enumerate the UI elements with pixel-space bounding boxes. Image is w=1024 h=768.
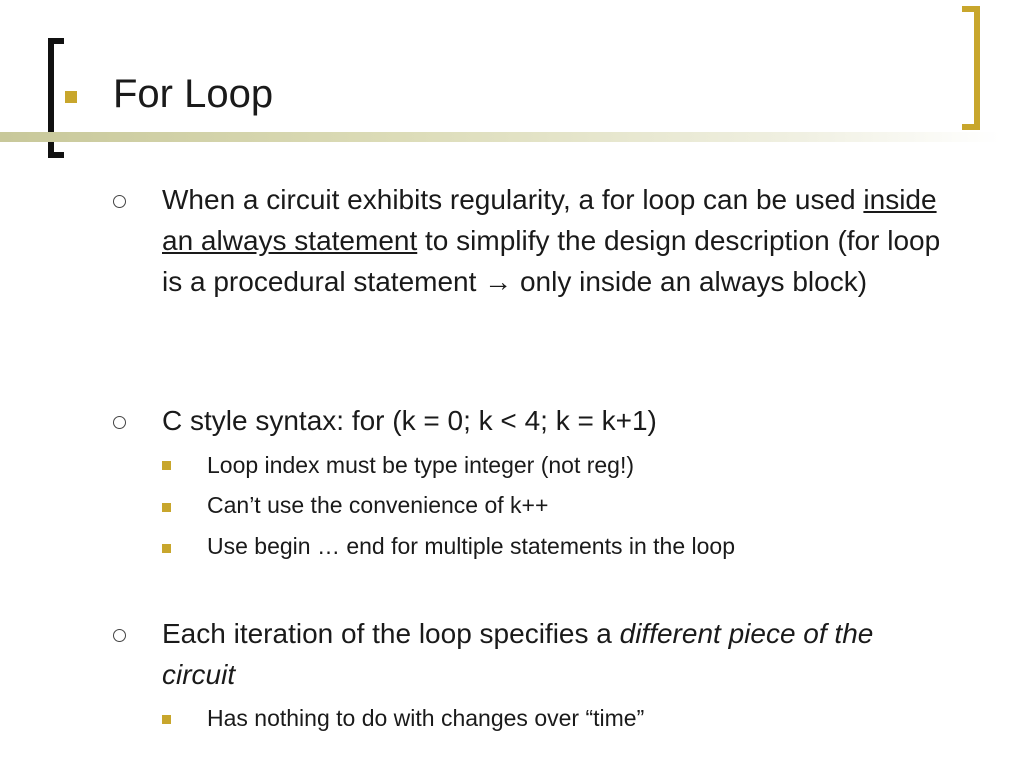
arrow-right-icon: → <box>484 266 513 297</box>
slide-title: For Loop <box>113 72 274 116</box>
circle-bullet-icon <box>113 629 126 642</box>
square-bullet-icon <box>162 461 171 470</box>
square-bullet-icon <box>162 715 171 724</box>
sub-bullet-2-3: Use begin … end for multiple statements in the loop <box>207 533 736 559</box>
bullet-3 <box>162 613 952 695</box>
sub-bullet-2-2: Can’t use the convenience of k++ <box>207 492 549 518</box>
sub-bullet-2-1: Loop index must be type integer (not reg!) <box>207 452 635 478</box>
circle-bullet-icon <box>113 195 126 208</box>
bullet-3-text: Each iteration of the loop specifies a <box>162 618 620 649</box>
circle-bullet-icon <box>113 416 126 429</box>
bullet-1-text-c: only inside an always block) <box>512 266 868 297</box>
bullet-2: C style syntax: for (k = 0; k < 4; k = k+1) <box>162 405 657 436</box>
title-rule <box>0 132 1000 142</box>
square-bullet-icon <box>162 503 171 512</box>
bullet-3-italic: different piece of the circuit <box>162 618 874 690</box>
right-bracket-decoration <box>962 6 980 130</box>
bullet-1-text-b: to simplify the design description (for loop is a procedural statement <box>162 225 941 297</box>
bullet-1-text-a: When a circuit exhibits regularity, a for loop can be used <box>162 184 864 215</box>
sub-bullet-3-1: Has nothing to do with changes over “time” <box>207 705 645 731</box>
bullet-1-underlined: inside an always statement <box>162 184 937 256</box>
bullet-1 <box>162 179 952 302</box>
title-bullet-icon <box>65 91 77 103</box>
square-bullet-icon <box>162 544 171 553</box>
